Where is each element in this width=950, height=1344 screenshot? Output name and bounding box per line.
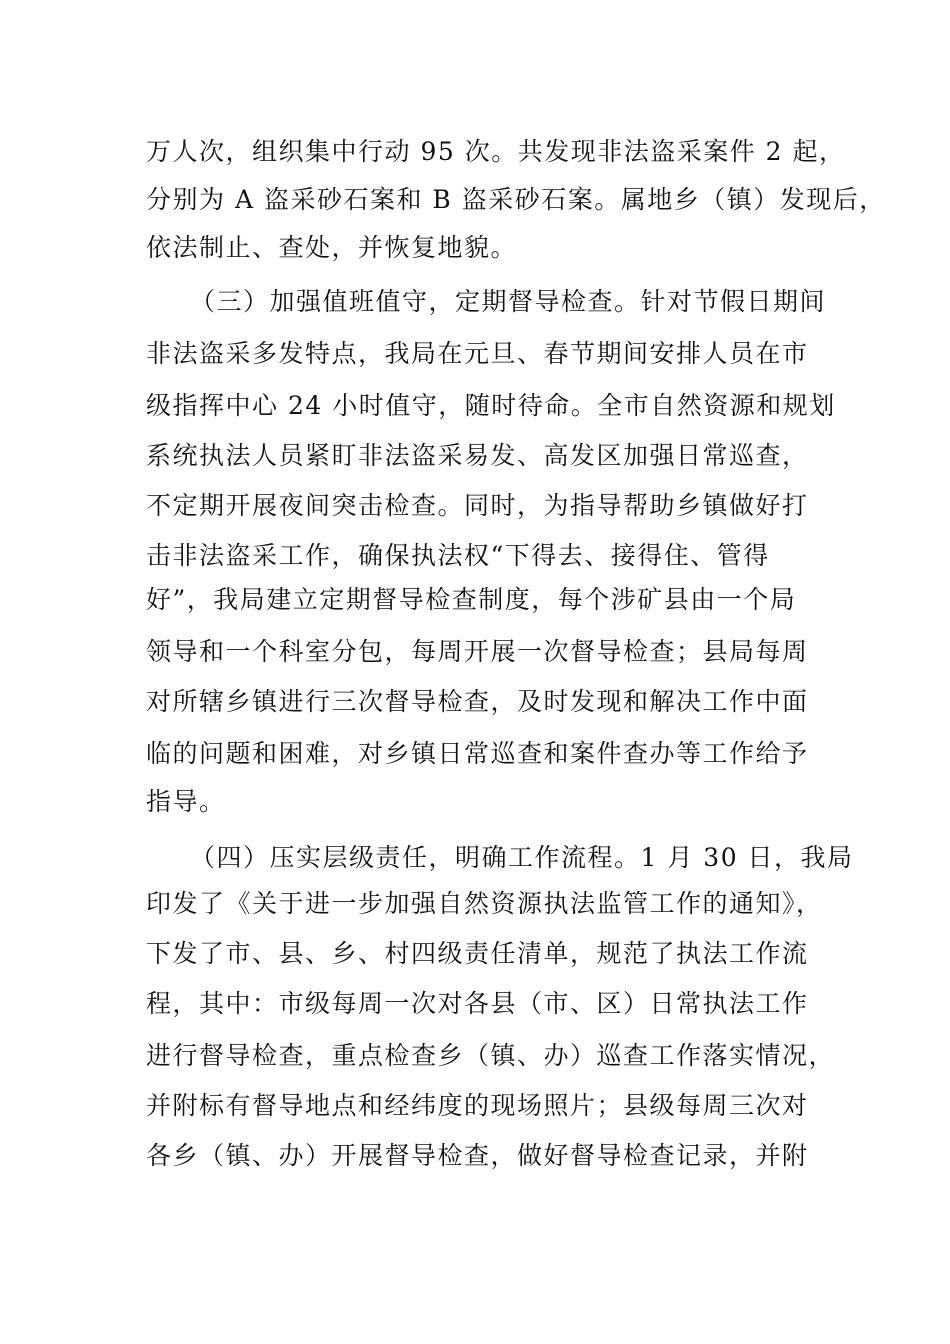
text-line: 不定期开展夜间突击检查。同时，为指导帮助乡镇做好打 <box>146 491 809 520</box>
text-line: 进行督导检查，重点检查乡（镇、办）巡查工作落实情况， <box>146 1041 836 1070</box>
text-line: 系统执法人员紧盯非法盗采易发、高发区加强日常巡查， <box>146 441 809 470</box>
text-line: 领导和一个科室分包，每周开展一次督导检查；县局每周 <box>146 637 809 666</box>
text-line: 非法盗采多发特点，我局在元旦、春节期间安排人员在市 <box>146 339 809 368</box>
section-heading-four: （四）压实层级责任，明确工作流程。1 月 30 日，我局 <box>190 843 854 872</box>
text-line: 万人次，组织集中行动 95 次。共发现非法盗采案件 2 起， <box>146 137 846 166</box>
text-line: 临的问题和困难，对乡镇日常巡查和案件查办等工作给予 <box>146 739 809 768</box>
text-line: 指导。 <box>146 787 226 816</box>
text-line: 印发了《关于进一步加强自然资源执法监管工作的通知》， <box>146 889 823 918</box>
text-line: 程，其中：市级每周一次对各县（市、区）日常执法工作 <box>146 989 809 1018</box>
text-line: 对所辖乡镇进行三次督导检查，及时发现和解决工作中面 <box>146 687 809 716</box>
text-line: 级指挥中心 24 小时值守，随时待命。全市自然资源和规划 <box>146 391 836 420</box>
text-line: 下发了市、县、乡、村四级责任清单，规范了执法工作流 <box>146 939 809 968</box>
text-line: 击非法盗采工作，确保执法权“下得去、接得住、管得 <box>146 541 770 570</box>
text-line: 分别为 A 盗采砂石案和 B 盗采砂石案。属地乡（镇）发现后， <box>146 185 886 214</box>
text-line: 各乡（镇、办）开展督导检查，做好督导检查记录，并附 <box>146 1141 809 1170</box>
text-line: 依法制止、查处，并恢复地貌。 <box>146 233 518 262</box>
text-line: 好”，我局建立定期督导检查制度，每个涉矿县由一个局 <box>146 585 797 614</box>
section-heading-three: （三）加强值班值守，定期督导检查。针对节假日期间 <box>190 287 827 316</box>
text-line: 并附标有督导地点和经纬度的现场照片；县级每周三次对 <box>146 1091 809 1120</box>
